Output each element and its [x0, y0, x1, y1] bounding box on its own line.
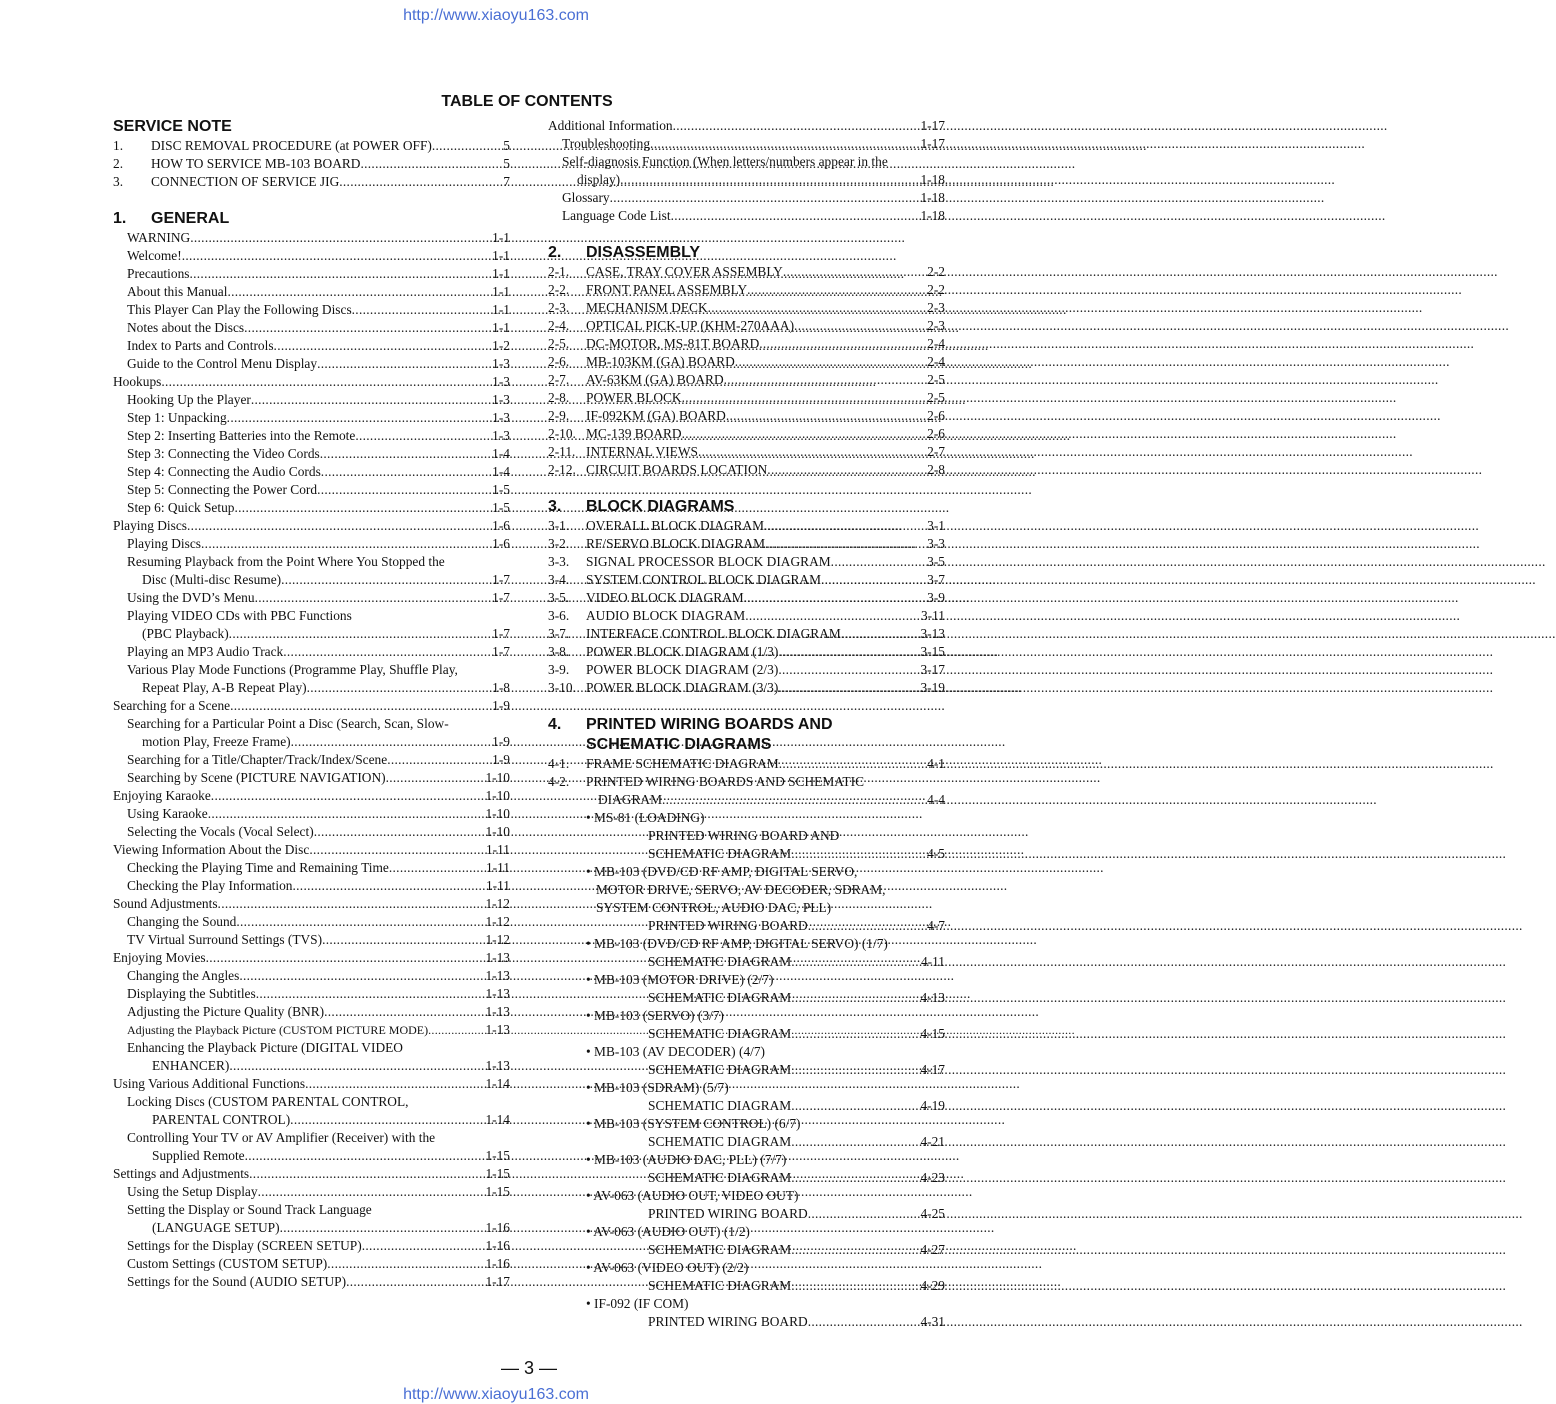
toc-entry-line: SYSTEM CONTROL, AUDIO DAC, PLL) [596, 900, 832, 915]
toc-entry-line: Playing VIDEO CDs with PBC Functions [127, 608, 352, 623]
toc-entry-line: • MS-81 (LOADING) [586, 810, 705, 825]
toc-entry-line: Setting the Display or Sound Track Language [127, 1202, 372, 1217]
toc-entry[interactable]: SCHEMATIC DIAGRAM ..... 4-13 [548, 989, 945, 1007]
toc-entry[interactable]: Step 1: Unpacking ..... 1-3 [113, 409, 510, 427]
section-heading-general: 1. GENERAL [113, 210, 230, 227]
section-heading-pwb: 4. PRINTED WIRING BOARDS AND [548, 716, 833, 733]
section-heading-pwb-line2: SCHEMATIC DIAGRAMS [586, 736, 772, 753]
footer-url-link[interactable]: http://www.xiaoyu163.com [403, 1386, 589, 1403]
toc-entry-line: MOTOR DRIVE, SERVO, AV DECODER, SDRAM, [596, 882, 886, 897]
toc-entry[interactable]: Step 6: Quick Setup ..... 1-5 [113, 499, 510, 517]
toc-entry[interactable]: Hookups ..... 1-3 [113, 373, 510, 391]
toc-entry[interactable]: Sound Adjustments ..... 1-12 [113, 895, 510, 913]
toc-entry[interactable]: 3-1. OVERALL BLOCK DIAGRAM ..... 3-1 [548, 517, 945, 535]
toc-entry[interactable]: TV Virtual Surround Settings (TVS) ..... 1-12 [113, 931, 510, 949]
toc-entry[interactable]: SCHEMATIC DIAGRAM ..... 4-5 [548, 845, 945, 863]
toc-entry[interactable]: Viewing Information About the Disc ..... 1-11 [113, 841, 510, 859]
toc-entry[interactable]: 2-11. INTERNAL VIEWS ..... 2-7 [548, 443, 945, 461]
toc-entry[interactable]: Changing the Angles ..... 1-13 [113, 967, 510, 985]
toc-entry-line: • MB-103 (SYSTEM CONTROL) (6/7) [586, 1116, 801, 1131]
toc-entry[interactable]: This Player Can Play the Following Discs ..... 1-1 [113, 301, 510, 319]
toc-entry[interactable]: 4-1. FRAME SCHEMATIC DIAGRAM ..... 4-1 [548, 755, 945, 773]
toc-entry[interactable]: Playing an MP3 Audio Track ..... 1-7 [113, 643, 510, 661]
toc-entry[interactable]: Custom Settings (CUSTOM SETUP) ..... 1-16 [113, 1255, 510, 1273]
toc-entry[interactable]: 2-3. MECHANISM DECK ..... 2-3 [548, 299, 945, 317]
toc-entry-line: Resuming Playback from the Point Where You Stopped the [127, 554, 445, 569]
toc-entry[interactable]: WARNING ..... 1-1 [113, 229, 510, 247]
toc-entry[interactable]: Playing Discs ..... 1-6 [113, 535, 510, 553]
toc-entry[interactable]: 2-8. POWER BLOCK ..... 2-5 [548, 389, 945, 407]
toc-entry-line: PRINTED WIRING BOARD AND [648, 828, 840, 843]
toc-entry[interactable]: SCHEMATIC DIAGRAM ..... 4-21 [548, 1133, 945, 1151]
toc-entry[interactable]: Disc (Multi-disc Resume) ..... 1-7 [113, 571, 510, 589]
section-heading-block-diagrams: 3. BLOCK DIAGRAMS [548, 498, 735, 515]
toc-entry[interactable]: SCHEMATIC DIAGRAM ..... 4-29 [548, 1277, 945, 1295]
toc-entry[interactable]: 3-8. POWER BLOCK DIAGRAM (1/3) ..... 3-15 [548, 643, 945, 661]
toc-entry[interactable]: motion Play, Freeze Frame) ..... 1-9 [113, 733, 510, 751]
header-url-link[interactable]: http://www.xiaoyu163.com [403, 7, 589, 24]
toc-entry[interactable]: Step 3: Connecting the Video Cords ..... 1-4 [113, 445, 510, 463]
toc-entry-line: • AV-063 (AUDIO OUT, VIDEO OUT) [586, 1188, 799, 1203]
toc-entry[interactable]: SCHEMATIC DIAGRAM ..... 4-11 [548, 953, 945, 971]
toc-entry[interactable]: DIAGRAM ..... 4-4 [548, 791, 945, 809]
toc-entry[interactable]: 2-1. CASE, TRAY COVER ASSEMBLY ..... 2-2 [548, 263, 945, 281]
toc-entry[interactable]: Adjusting the Picture Quality (BNR) ..... 1-13 [113, 1003, 510, 1021]
toc-entry[interactable]: Searching for a Scene ..... 1-9 [113, 697, 510, 715]
toc-entry[interactable]: 2-9. IF-092KM (GA) BOARD ..... 2-6 [548, 407, 945, 425]
toc-entry[interactable]: ENHANCER) ..... 1-13 [113, 1057, 510, 1075]
toc-entry[interactable]: PRINTED WIRING BOARD ..... 4-31 [548, 1313, 945, 1331]
toc-entry[interactable]: 2. HOW TO SERVICE MB-103 BOARD ..... 5 [113, 155, 510, 173]
toc-entry[interactable]: 3-10. POWER BLOCK DIAGRAM (3/3) ..... 3-19 [548, 679, 945, 697]
toc-entry[interactable]: 3-6. AUDIO BLOCK DIAGRAM ..... 3-11 [548, 607, 945, 625]
toc-entry[interactable]: Glossary ..... 1-18 [548, 189, 945, 207]
toc-entry[interactable]: Playing Discs ..... 1-6 [113, 517, 510, 535]
toc-entry[interactable]: 2-12. CIRCUIT BOARDS LOCATION ..... 2-8 [548, 461, 945, 479]
toc-entry[interactable]: 2-4. OPTICAL PICK-UP (KHM-270AAA) ..... 2-3 [548, 317, 945, 335]
toc-entry[interactable]: Using Karaoke ..... 1-10 [113, 805, 510, 823]
toc-entry[interactable]: PARENTAL CONTROL) ..... 1-14 [113, 1111, 510, 1129]
toc-entry-line: 4-2. PRINTED WIRING BOARDS AND SCHEMATIC [548, 774, 864, 789]
toc-entry-line: Various Play Mode Functions (Programme Play, Shuffle Play, [127, 662, 458, 677]
toc-entry[interactable]: 3-3. SIGNAL PROCESSOR BLOCK DIAGRAM ..... 3-5 [548, 553, 945, 571]
toc-entry[interactable]: Checking the Play Information ..... 1-11 [113, 877, 510, 895]
toc-entry[interactable]: Using the DVD’s Menu ..... 1-7 [113, 589, 510, 607]
toc-entry[interactable]: About this Manual ..... 1-1 [113, 283, 510, 301]
toc-entry[interactable]: SCHEMATIC DIAGRAM ..... 4-27 [548, 1241, 945, 1259]
toc-entry[interactable]: 3. CONNECTION OF SERVICE JIG ..... 7 [113, 173, 510, 191]
toc-entry[interactable]: Welcome! ..... 1-1 [113, 247, 510, 265]
toc-entry[interactable]: Enjoying Karaoke ..... 1-10 [113, 787, 510, 805]
toc-entry[interactable]: 2-6. MB-103KM (GA) BOARD ..... 2-4 [548, 353, 945, 371]
toc-entry[interactable]: 2-7. AV-63KM (GA) BOARD ..... 2-5 [548, 371, 945, 389]
toc-entry[interactable]: display) ..... 1-18 [548, 171, 945, 189]
toc-entry[interactable]: Using the Setup Display ..... 1-15 [113, 1183, 510, 1201]
toc-entry[interactable]: (PBC Playback) ..... 1-7 [113, 625, 510, 643]
toc-entry-line: • MB-103 (SERVO) (3/7) [586, 1008, 724, 1023]
toc-entry[interactable]: Index to Parts and Controls ..... 1-2 [113, 337, 510, 355]
toc-entry[interactable]: Step 5: Connecting the Power Cord ..... 1-5 [113, 481, 510, 499]
toc-entry-line: • MB-103 (DVD/CD RF AMP, DIGITAL SERVO, [586, 864, 858, 879]
section-heading-disassembly: 2. DISASSEMBLY [548, 244, 701, 261]
toc-entry[interactable]: PRINTED WIRING BOARD ..... 4-7 [548, 917, 945, 935]
toc-entry[interactable]: Supplied Remote ..... 1-15 [113, 1147, 510, 1165]
toc-entry[interactable]: (LANGUAGE SETUP) ..... 1-16 [113, 1219, 510, 1237]
toc-entry-line: • MB-103 (SDRAM) (5/7) [586, 1080, 729, 1095]
toc-entry[interactable]: SCHEMATIC DIAGRAM ..... 4-15 [548, 1025, 945, 1043]
toc-entry[interactable]: Guide to the Control Menu Display ..... 1-3 [113, 355, 510, 373]
page-number: — 3 — [500, 1358, 557, 1378]
toc-entry[interactable]: 3-4. SYSTEM CONTROL BLOCK DIAGRAM ..... 3-7 [548, 571, 945, 589]
toc-entry[interactable]: Adjusting the Playback Picture (CUSTOM PICTURE MODE) ..... 1-13 [113, 1021, 510, 1039]
toc-entry-line: • MB-103 (MOTOR DRIVE) (2/7) [586, 972, 774, 987]
toc-entry[interactable]: Settings and Adjustments ..... 1-15 [113, 1165, 510, 1183]
toc-entry-line: Searching for a Particular Point a Disc (Search, Scan, Slow- [127, 716, 449, 731]
toc-entry[interactable]: Changing the Sound ..... 1-12 [113, 913, 510, 931]
toc-entry[interactable]: Notes about the Discs ..... 1-1 [113, 319, 510, 337]
toc-entry-line: • MB-103 (AV DECODER) (4/7) [586, 1044, 766, 1059]
toc-entry-line: • IF-092 (IF COM) [586, 1296, 689, 1311]
toc-entry[interactable]: Checking the Playing Time and Remaining Time ..... 1-11 [113, 859, 510, 877]
toc-entry[interactable]: Additional Information ..... 1-17 [548, 117, 945, 135]
toc-entry[interactable]: Enjoying Movies ..... 1-13 [113, 949, 510, 967]
toc-entry[interactable]: Displaying the Subtitles ..... 1-13 [113, 985, 510, 1003]
toc-entry-line: Enhancing the Playback Picture (DIGITAL VIDEO [127, 1040, 403, 1055]
toc-entry[interactable]: PRINTED WIRING BOARD ..... 4-25 [548, 1205, 945, 1223]
toc-entry[interactable]: 1. DISC REMOVAL PROCEDURE (at POWER OFF) ..... 5 [113, 137, 510, 155]
toc-entry[interactable]: Step 4: Connecting the Audio Cords ..... 1-4 [113, 463, 510, 481]
page-title: TABLE OF CONTENTS [441, 93, 613, 110]
toc-entry[interactable]: 3-5. VIDEO BLOCK DIAGRAM ..... 3-9 [548, 589, 945, 607]
toc-entry[interactable]: Troubleshooting ..... 1-17 [548, 135, 945, 153]
toc-entry[interactable]: Using Various Additional Functions ..... 1-14 [113, 1075, 510, 1093]
toc-entry[interactable]: 2-2. FRONT PANEL ASSEMBLY ..... 2-2 [548, 281, 945, 299]
left-column [113, 117, 510, 1291]
toc-entry-line: • AV-063 (AUDIO OUT) (1/2) [586, 1224, 750, 1239]
toc-entry[interactable]: Hooking Up the Player ..... 1-3 [113, 391, 510, 409]
toc-entry[interactable]: Searching for a Title/Chapter/Track/Index/Scene ..... 1-9 [113, 751, 510, 769]
right-column [548, 117, 945, 1331]
toc-entry[interactable]: 3-7. INTERFACE CONTROL BLOCK DIAGRAM ..... 3-13 [548, 625, 945, 643]
toc-entry-line: • AV-063 (VIDEO OUT) (2/2) [586, 1260, 749, 1275]
toc-entry[interactable]: SCHEMATIC DIAGRAM ..... 4-23 [548, 1169, 945, 1187]
toc-entry[interactable]: Selecting the Vocals (Vocal Select) ..... 1-10 [113, 823, 510, 841]
toc-entry[interactable]: Searching by Scene (PICTURE NAVIGATION) ..... 1-10 [113, 769, 510, 787]
toc-entry[interactable]: Repeat Play, A-B Repeat Play) ..... 1-8 [113, 679, 510, 697]
toc-entry[interactable]: SCHEMATIC DIAGRAM ..... 4-17 [548, 1061, 945, 1079]
toc-entry[interactable]: Settings for the Display (SCREEN SETUP) ..... 1-16 [113, 1237, 510, 1255]
toc-entry[interactable]: Precautions ..... 1-1 [113, 265, 510, 283]
toc-entry[interactable]: 3-9. POWER BLOCK DIAGRAM (2/3) ..... 3-17 [548, 661, 945, 679]
toc-entry-line: Locking Discs (CUSTOM PARENTAL CONTROL, [127, 1094, 409, 1109]
toc-entry-line: Self-diagnosis Function (When letters/numbers appear in the [562, 154, 888, 169]
toc-entry-line: • MB-103 (DVD/CD RF AMP, DIGITAL SERVO) (1/7) [586, 936, 888, 951]
toc-entry[interactable]: SCHEMATIC DIAGRAM ..... 4-19 [548, 1097, 945, 1115]
toc-entry-line: • MB-103 (AUDIO DAC, PLL) (7/7) [586, 1152, 787, 1167]
toc-entry[interactable]: 2-10. MC-139 BOARD ..... 2-6 [548, 425, 945, 443]
toc-entry[interactable]: Step 2: Inserting Batteries into the Remote ..... 1-3 [113, 427, 510, 445]
toc-entry[interactable]: Language Code List ..... 1-18 [548, 207, 945, 225]
toc-entry-line: Controlling Your TV or AV Amplifier (Receiver) with the [127, 1130, 436, 1145]
toc-entry[interactable]: 3-2. RF/SERVO BLOCK DIAGRAM ..... 3-3 [548, 535, 945, 553]
toc-entry[interactable]: 2-5. DC-MOTOR, MS-81T BOARD ..... 2-4 [548, 335, 945, 353]
toc-entry[interactable]: Settings for the Sound (AUDIO SETUP) ..... 1-17 [113, 1273, 510, 1291]
section-heading-service-note: SERVICE NOTE [113, 118, 232, 135]
